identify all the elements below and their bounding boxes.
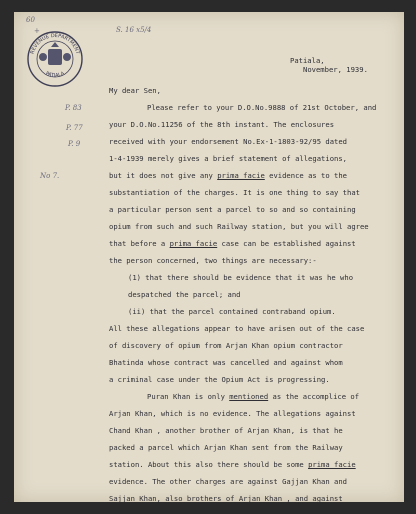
margin-note-p77: P. 77 — [66, 124, 83, 132]
body-line: your D.O.No.11256 of the 8th instant. The enclosures — [109, 120, 335, 129]
body-line: Bhatinda whose contract was cancelled and against whom — [109, 358, 343, 367]
body-line: substantiation of the charges. It is one thing to say that — [109, 188, 360, 197]
body-line: Sajjan Khan, also brothers of Arjan Khan , and against — [109, 494, 343, 503]
body-line: Please refer to your D.O.No.9888 of 21st October, and — [147, 103, 377, 112]
seal-top-text: REVENUE DEPARTMENT — [29, 32, 81, 55]
body-line: Arjan Khan, which is no evidence. The allegations against — [109, 409, 356, 418]
body-line: of discovery of opium from Arjan Khan opium contractor — [109, 341, 343, 350]
body-line: station. About this also there should be some prima facie — [109, 460, 356, 469]
revenue-department-seal — [26, 30, 84, 88]
margin-note-p9: P. 9 — [68, 140, 81, 148]
body-line: Puran Khan is only mentioned as the accomplice of — [147, 392, 360, 401]
date: November, 1939. — [303, 65, 368, 74]
margin-note-no7: No 7. — [40, 172, 60, 180]
body-line: (ii) that the parcel contained contraband opium. — [128, 307, 336, 316]
body-line: opium from such and such Railway station, but you will agree — [109, 222, 369, 231]
body-line: received with your endorsement No.Ex-1-1803-92/95 dated — [109, 137, 347, 146]
body-line: Chand Khan , another brother of Arjan Khan, is that he — [109, 426, 343, 435]
body-line: a particular person sent a parcel to so and so containing — [109, 205, 356, 214]
body-line: All these allegations appear to have arisen out of the case — [109, 324, 365, 333]
margin-note-p83: P. 83 — [65, 104, 82, 112]
margin-number-top: 60 — [26, 16, 35, 24]
body-line: evidence. The other charges are against Gajjan Khan and — [109, 477, 347, 486]
body-line: 1-4-1939 merely gives a brief statement of allegations, — [109, 154, 347, 163]
body-line: (1) that there should be evidence that it was he who — [128, 273, 354, 282]
margin-reference-top: S. 16 x5/4 — [116, 26, 152, 34]
seal-bottom-text: PATIALA — [44, 70, 66, 79]
place: Patiala, — [290, 56, 325, 65]
margin-cross: + — [34, 27, 40, 35]
body-line: packed a parcel which Arjan Khan sent from the Railway — [109, 443, 343, 452]
body-line: but it does not give any prima facie evidence as to the — [109, 171, 348, 180]
salutation: My dear Sen, — [109, 86, 161, 95]
svg-text:PATIALA — [45, 70, 66, 78]
body-line: the person concerned, two things are necessary:- — [109, 256, 317, 265]
body-line: a criminal case under the Opium Act is progressing. — [109, 375, 330, 384]
body-line: that before a prima facie case can be established against — [109, 239, 356, 248]
body-line: despatched the parcel; and — [128, 290, 241, 299]
